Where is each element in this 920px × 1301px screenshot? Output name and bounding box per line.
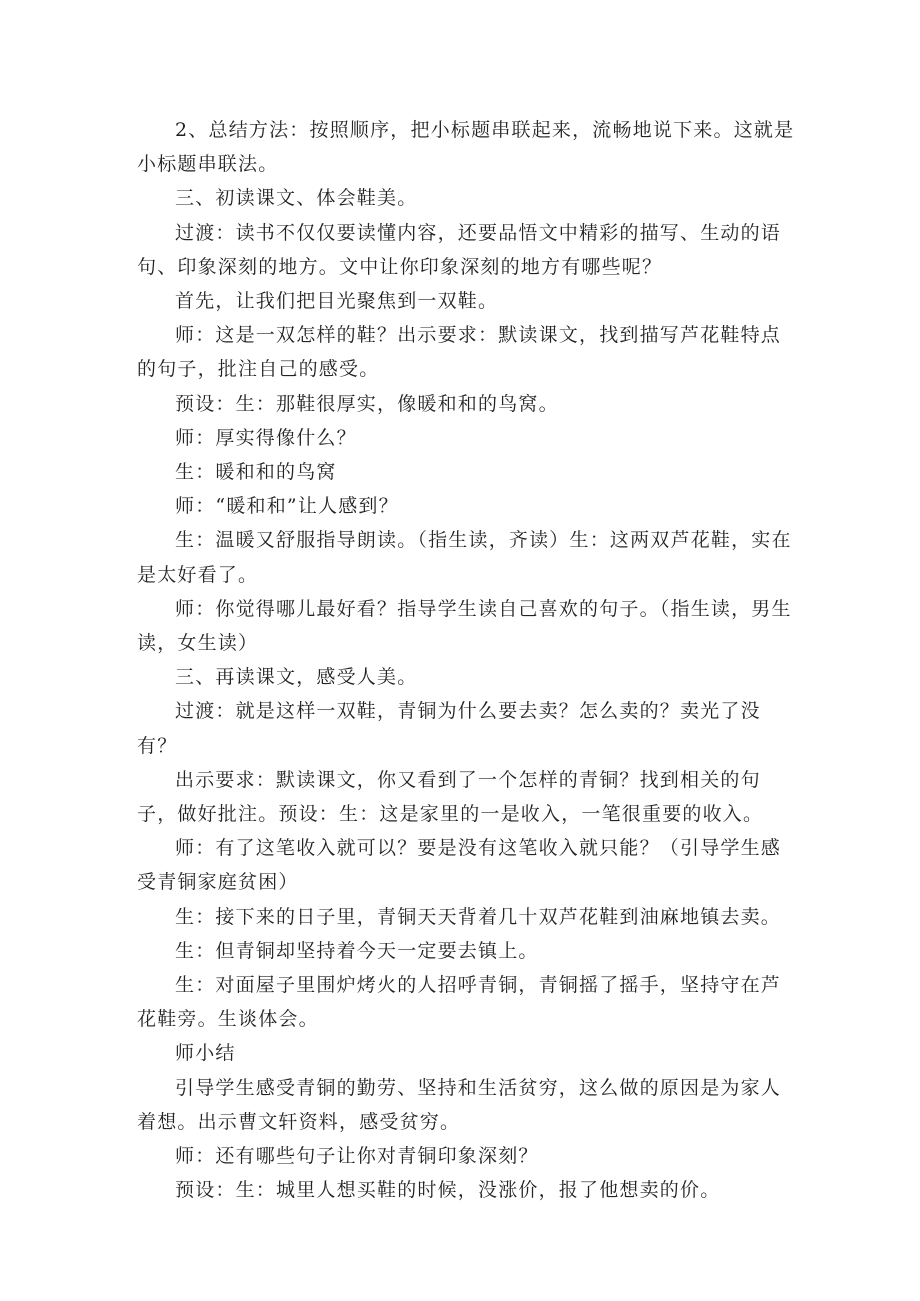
- paragraph: 师：这是一双怎样的鞋？出示要求：默读课文，找到描写芦花鞋特点的句子，批注自己的感受。: [137, 324, 782, 381]
- paragraph: 生：但青铜却坚持着今天一定要去镇上。: [175, 939, 539, 962]
- paragraph: 师小结: [175, 1042, 236, 1065]
- paragraph: 师：你觉得哪儿最好看？指导学生读自己喜欢的句子。（指生读，男生读，女生读）: [137, 597, 792, 655]
- paragraph: 引导学生感受青铜的勤劳、坚持和生活贫穷，这么做的原因是为家人着想。出示曹文轩资料，感受贫穷。: [137, 1076, 782, 1133]
- paragraph: 师：有了这笔收入就可以？要是没有这笔收入就只能？（引导学生感受青铜家庭贫困）: [137, 837, 782, 894]
- paragraph: 师：厚实得像什么？: [175, 426, 357, 449]
- paragraph: 预设：生：城里人想买鞋的时候，没涨价，报了他想卖的价。: [175, 1179, 721, 1202]
- paragraph: 首先，让我们把目光聚焦到一双鞋。: [175, 290, 499, 313]
- section-heading: 三、初读课文、体会鞋美。: [175, 187, 418, 210]
- paragraph: 师：还有哪些句子让你对青铜印象深刻？: [175, 1145, 539, 1168]
- paragraph: 2、总结方法：按照顺序，把小标题串联起来，流畅地说下来。这就是小标题串联法。: [137, 119, 795, 176]
- section-heading: 三、再读课文，感受人美。: [175, 666, 418, 689]
- paragraph: 生：对面屋子里围炉烤火的人招呼青铜，青铜摇了摇手，坚持守在芦花鞋旁。生谈体会。: [137, 974, 782, 1031]
- paragraph: 过渡：就是这样一双鞋，青铜为什么要去卖？怎么卖的？卖光了没有？: [137, 700, 761, 757]
- paragraph: 预设：生：那鞋很厚实，像暖和和的鸟窝。: [175, 392, 559, 415]
- paragraph: 过渡：读书不仅仅要读懂内容，还要品悟文中精彩的描写、生动的语句、印象深刻的地方。文中让你印象深刻的地方有哪些呢？: [137, 221, 782, 278]
- paragraph: 生：温暖又舒服指导朗读。（指生读，齐读）生：这两双芦花鞋，实在是太好看了。: [137, 529, 792, 586]
- paragraph: 出示要求：默读课文，你又看到了一个怎样的青铜？找到相关的句子，做好批注。预设：生：这是家里的一是收入，一笔很重要的收入。: [137, 768, 764, 826]
- document-body: [137, 113, 797, 1208]
- paragraph: 生：暖和和的鸟窝: [175, 461, 337, 484]
- paragraph: 生：接下来的日子里，青铜天天背着几十双芦花鞋到油麻地镇去卖。: [175, 905, 782, 928]
- paragraph: 师：“暖和和”让人感到？: [175, 495, 399, 518]
